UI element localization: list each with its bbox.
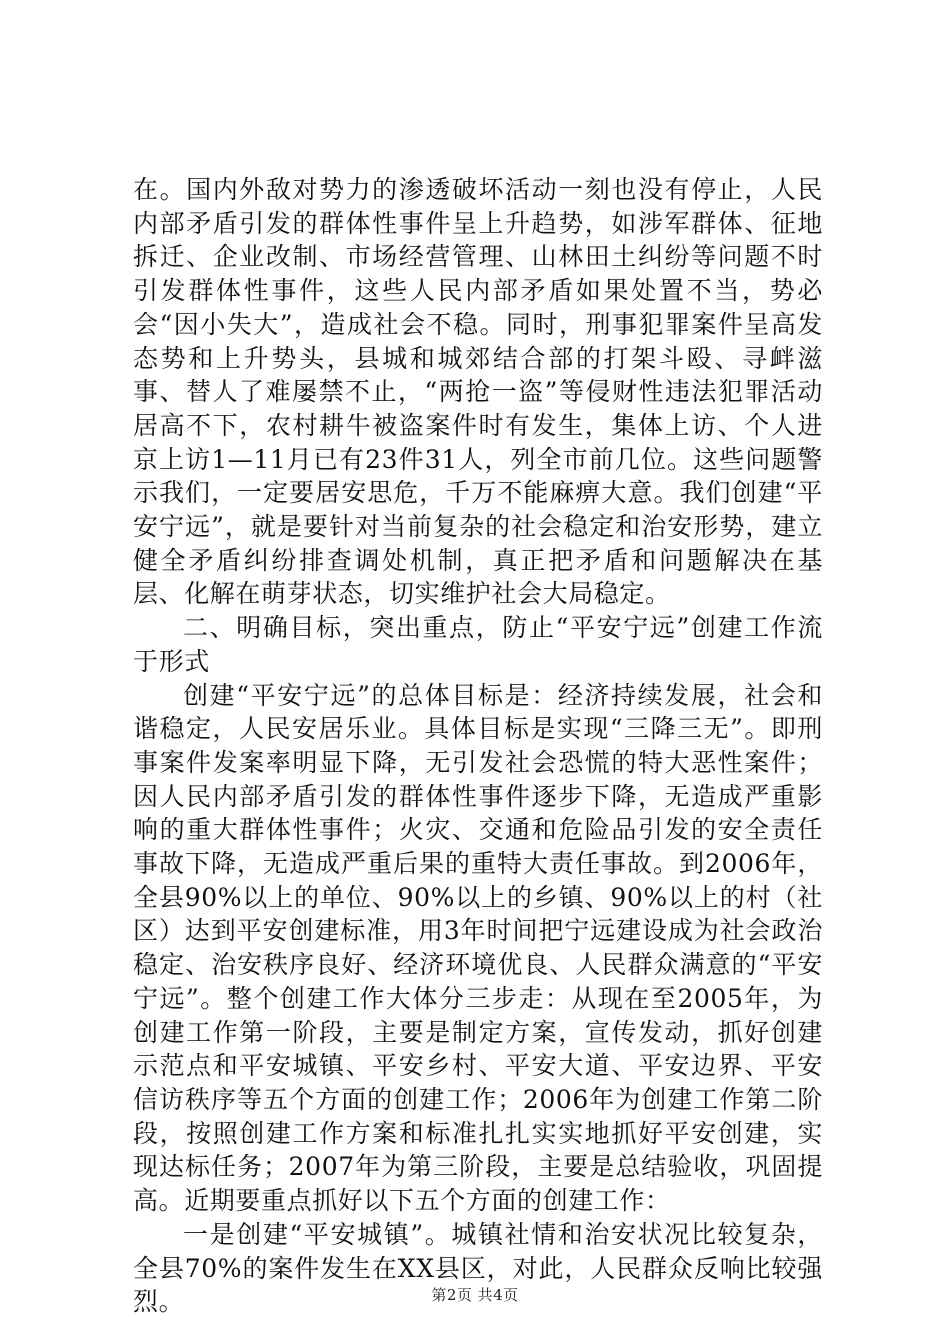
paragraph-4: 一是创建“平安城镇”。城镇社情和治安状况比较复杂，全县70%的案件发生在XX县区，对此，人民群众反响比较强烈。 [133, 1219, 823, 1317]
paragraph-1: 在。国内外敌对势力的渗透破坏活动一刻也没有停止，人民内部矛盾引发的群体性事件呈上升趋势，如涉军群体、征地拆迁、企业改制、市场经营管理、山林田土纠纷等问题不时引发群体性事件，这些人民内部矛盾如果处置不当，势必会“因小失大”，造成社会不稳。同时，刑事犯罪案件呈高发态势和上升势头，县城和城郊结合部的打架斗殴、寻衅滋事、替人了难屡禁不止，“两抢一盗”等侵财性违法犯罪活动居高不下，农村耕牛被盗案件时有发生，集体上访、个人进京上访1—11月已有23件31人，列全市前几位。这些问题警示我们，一定要居安思危，千万不能麻痹大意。我们创建“平安宁远”，就是要针对当前复杂的社会稳定和治安形势，建立健全矛盾纠纷排查调处机制，真正把矛盾和问题解决在基层、化解在萌芽状态，切实维护社会大局稳定。 [133, 175, 823, 609]
paragraph-3: 创建“平安宁远”的总体目标是：经济持续发展，社会和谐稳定，人民安居乐业。具体目标是实现“三降三无”。即刑事案件发案率明显下降，无引发社会恐慌的特大恶性案件；因人民内部矛盾引发的群体性事件逐步下降，无造成严重影响的重大群体性事件；火灾、交通和危险品引发的安全责任事故下降，无造成严重后果的重特大责任事故。到2006年，全县90%以上的单位、90%以上的乡镇、90%以上的村（社区）达到平安创建标准，用3年时间把宁远建设成为社会政治稳定、治安秩序良好、经济环境优良、人民群众满意的“平安宁远”。整个创建工作大体分三步走：从现在至2005年，为创建工作第一阶段，主要是制定方案，宣传发动，抓好创建示范点和平安城镇、平安乡村、平安大道、平安边界、平安信访秩序等五个方面的创建工作；2006年为创建工作第二阶段，按照创建工作方案和标准扎扎实实地抓好平安创建，实现达标任务；2007年为第三阶段，主要是总结验收，巩固提高。近期要重点抓好以下五个方面的创建工作： [133, 680, 823, 1216]
page-footer: 第2页 共4页 [431, 1286, 519, 1304]
document-body [133, 173, 823, 1319]
paragraph-2-heading: 二、明确目标，突出重点，防止“平安宁远”创建工作流于形式 [133, 613, 823, 676]
